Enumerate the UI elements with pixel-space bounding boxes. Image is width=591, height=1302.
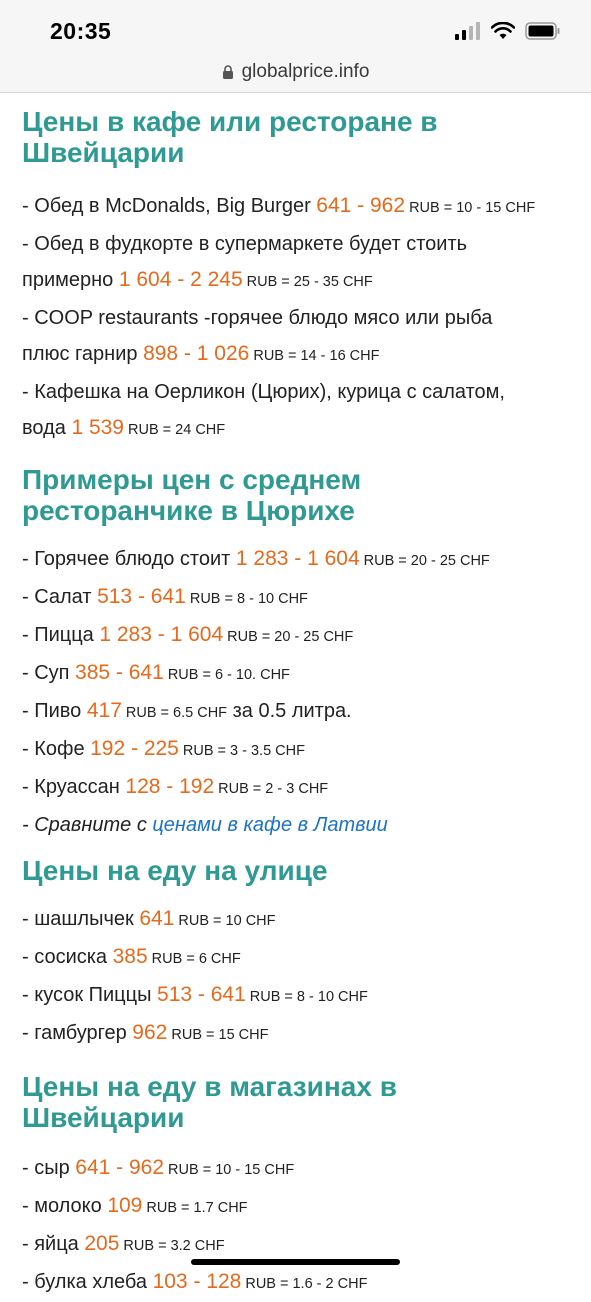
section-heading-cafe: Цены в кафе или ресторане в Швейцарии xyxy=(22,106,438,168)
list-item: - молоко 109 RUB = 1.7 CHF xyxy=(22,1194,248,1217)
home-indicator[interactable] xyxy=(191,1259,400,1265)
address-bar[interactable] xyxy=(0,52,591,93)
list-item: - шашлычек 641 RUB = 10 CHF xyxy=(22,907,276,930)
price-conversion: RUB = 20 - 25 CHF xyxy=(223,629,354,645)
price-conversion: RUB = 6 CHF xyxy=(147,951,241,967)
url-text: globalprice.info xyxy=(241,61,370,82)
compare-item: - Сравните с ценами в кафе в Латвии xyxy=(22,814,388,836)
price-conversion: RUB = 2 - 3 CHF xyxy=(214,781,329,797)
cellular-signal-icon xyxy=(455,22,481,40)
list-item: - булка хлеба 103 - 128 RUB = 1.6 - 2 CHF xyxy=(22,1270,368,1293)
price-conversion: RUB = 1.7 CHF xyxy=(142,1200,248,1216)
price-rub: 1 539 xyxy=(71,416,124,439)
wifi-icon xyxy=(491,22,515,40)
price-rub: 962 xyxy=(132,1021,168,1044)
price-list-restaurant xyxy=(22,541,577,843)
list-item: - COOP restaurants -горячее блюдо мясо или рыба плюс гарнир 898 - 1 026 RUB = 14 - 16 CHF xyxy=(22,307,493,365)
price-conversion: RUB = 10 - 15 CHF xyxy=(405,200,536,216)
list-item: - Салат 513 - 641 RUB = 8 - 10 CHF xyxy=(22,585,308,608)
price-conversion: RUB = 3 - 3.5 CHF xyxy=(178,743,305,759)
price-conversion: RUB = 15 CHF xyxy=(167,1027,269,1043)
list-item: - гамбургер 962 RUB = 15 CHF xyxy=(22,1021,269,1044)
list-item: - кусок Пиццы 513 - 641 RUB = 8 - 10 CHF xyxy=(22,983,368,1006)
price-rub: 898 - 1 026 xyxy=(143,342,250,365)
price-conversion: RUB = 6 - 10. CHF xyxy=(163,667,290,683)
status-bar xyxy=(0,0,591,52)
status-icons xyxy=(455,22,561,40)
latvia-cafe-prices-link[interactable]: ценами в кафе в Латвии xyxy=(152,814,388,836)
price-rub: 641 - 962 xyxy=(75,1156,165,1179)
url-display[interactable] xyxy=(222,61,370,83)
price-rub: 513 - 641 xyxy=(97,585,186,608)
section-heading-restaurant-zurich: Примеры цен с среднем ресторанчике в Цюрихе xyxy=(22,464,362,526)
list-item: - Круассан 128 - 192 RUB = 2 - 3 CHF xyxy=(22,775,329,798)
article-content xyxy=(22,92,577,1302)
price-list-cafe xyxy=(22,188,577,448)
price-rub: 1 283 - 1 604 xyxy=(235,547,360,570)
price-rub: 385 xyxy=(112,945,148,968)
price-rub: 385 - 641 xyxy=(75,661,164,684)
list-item: - Обед в McDonalds, Big Burger 641 - 962 RUB = 10 - 15 CHF xyxy=(22,194,536,217)
section-heading-street-food: Цены на еду на улице xyxy=(22,855,328,886)
price-list-grocery xyxy=(22,1150,577,1302)
price-rub: 641 xyxy=(139,907,175,930)
price-conversion: RUB = 25 - 35 CHF xyxy=(242,274,373,290)
price-rub: 103 - 128 xyxy=(152,1270,242,1293)
price-conversion: RUB = 8 - 10 CHF xyxy=(185,591,308,607)
price-conversion: RUB = 24 CHF xyxy=(124,422,226,438)
price-rub: 417 xyxy=(86,699,122,722)
section-heading-grocery: Цены на еду в магазинах в Швейцарии xyxy=(22,1071,397,1133)
price-rub: 513 - 641 xyxy=(157,983,246,1006)
price-rub: 1 283 - 1 604 xyxy=(99,623,224,646)
price-conversion: RUB = 14 - 16 CHF xyxy=(249,348,380,364)
list-item: - яйца 205 RUB = 3.2 CHF xyxy=(22,1232,225,1255)
price-rub: 128 - 192 xyxy=(125,775,215,798)
price-rub: 192 - 225 xyxy=(90,737,179,760)
price-conversion: RUB = 3.2 CHF xyxy=(119,1238,225,1254)
price-conversion: RUB = 10 - 15 CHF xyxy=(164,1162,295,1178)
list-item: - Обед в фудкорте в супермаркете будет стоить примерно 1 604 - 2 245 RUB = 25 - 35 CHF xyxy=(22,233,468,291)
battery-icon xyxy=(525,22,561,40)
list-item: - Кафешка на Оерликон (Цюрих), курица с салатом, вода 1 539 RUB = 24 CHF xyxy=(22,381,505,439)
price-conversion: RUB = 20 - 25 CHF xyxy=(359,553,490,569)
price-rub: 1 604 - 2 245 xyxy=(118,268,243,291)
list-item: - Горячее блюдо стоит 1 283 - 1 604 RUB = 20 - 25 CHF xyxy=(22,547,490,570)
price-conversion: RUB = 8 - 10 CHF xyxy=(245,989,368,1005)
list-item: - Пицца 1 283 - 1 604 RUB = 20 - 25 CHF xyxy=(22,623,354,646)
list-item: - сыр 641 - 962 RUB = 10 - 15 CHF xyxy=(22,1156,295,1179)
list-item: - сосиска 385 RUB = 6 CHF xyxy=(22,945,241,968)
status-time: 20:35 xyxy=(50,18,112,44)
lock-icon xyxy=(222,65,234,80)
price-conversion: RUB = 10 CHF xyxy=(174,913,276,929)
price-list-street-food xyxy=(22,901,577,1053)
price-conversion: RUB = 6.5 CHF xyxy=(121,705,228,721)
list-item: - Суп 385 - 641 RUB = 6 - 10. CHF xyxy=(22,661,290,684)
price-rub: 109 xyxy=(107,1194,143,1217)
price-rub: 205 xyxy=(84,1232,120,1255)
list-item: - Кофе 192 - 225 RUB = 3 - 3.5 CHF xyxy=(22,737,305,760)
price-rub: 641 - 962 xyxy=(316,194,406,217)
list-item: - Пиво 417 RUB = 6.5 CHF за 0.5 литра. xyxy=(22,699,352,722)
price-conversion: RUB = 1.6 - 2 CHF xyxy=(241,1276,368,1292)
